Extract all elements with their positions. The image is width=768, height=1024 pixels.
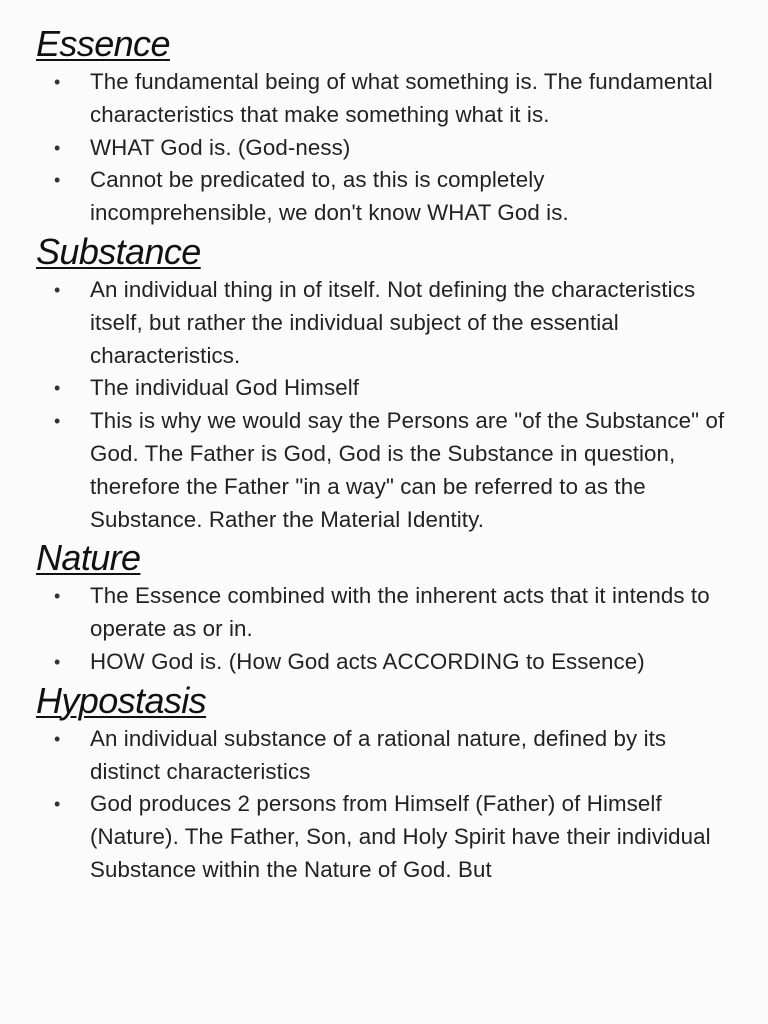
list-item <box>0 372 768 405</box>
list-item-text: The individual God Himself <box>90 375 360 401</box>
bullet-list <box>0 580 768 678</box>
section-heading: Nature <box>36 537 141 579</box>
section-essence <box>0 22 768 230</box>
list-item <box>0 164 768 230</box>
bullet-icon: • <box>54 378 61 399</box>
list-item <box>0 132 768 165</box>
list-item <box>0 405 768 536</box>
list-item <box>0 66 768 132</box>
section-nature <box>0 536 768 678</box>
list-item <box>0 274 768 372</box>
list-item-text: Cannot be predicated to, as this is completely incomprehensible, we don't know WHAT God is. <box>90 167 569 226</box>
section-heading: Substance <box>36 230 201 272</box>
bullet-icon: • <box>54 72 61 92</box>
bullet-icon: • <box>54 170 61 191</box>
section-heading: Hypostasis <box>36 679 207 721</box>
list-item <box>0 723 768 789</box>
section-hypostasis <box>0 679 768 887</box>
bullet-list <box>0 66 768 230</box>
bullet-icon: • <box>54 411 61 432</box>
bullet-icon: • <box>54 279 61 300</box>
list-item-text: God produces 2 persons from Himself (Father) of Himself (Nature). The Father, Son, and Holy Spirit have their individual Substance within the Nature of God. But <box>90 791 711 882</box>
bullet-icon: • <box>54 137 61 158</box>
list-item <box>0 580 768 646</box>
bullet-list <box>0 723 768 887</box>
bullet-icon: • <box>54 728 61 749</box>
list-item-text: An individual thing in of itself. Not defining the characteristics itself, but rather the individual subject of the essential characteristics. <box>90 276 696 368</box>
list-item-text: The fundamental being of what something is. The fundamental characteristics that make something what it is. <box>90 69 713 127</box>
bullet-list <box>0 274 768 536</box>
bullet-icon: • <box>54 651 61 672</box>
section-heading: Essence <box>36 23 170 64</box>
list-item <box>0 646 768 679</box>
list-item-text: The Essence combined with the inherent acts that it intends to operate as or in. <box>90 583 710 642</box>
list-item-text: This is why we would say the Persons are "of the Substance" of God. The Father is God, God is the Substance in question, therefore the Father "in a way" can be referred to as the Substance. Rather the Material Identity. <box>90 408 725 532</box>
bullet-icon: • <box>54 794 61 815</box>
list-item-text: HOW God is. (How God acts ACCORDING to Essence) <box>90 648 645 674</box>
section-substance <box>0 230 768 536</box>
bullet-icon: • <box>54 586 61 607</box>
list-item <box>0 788 768 886</box>
list-item-text: An individual substance of a rational nature, defined by its distinct characteristics <box>90 725 667 784</box>
list-item-text: WHAT God is. (God-ness) <box>90 134 351 160</box>
